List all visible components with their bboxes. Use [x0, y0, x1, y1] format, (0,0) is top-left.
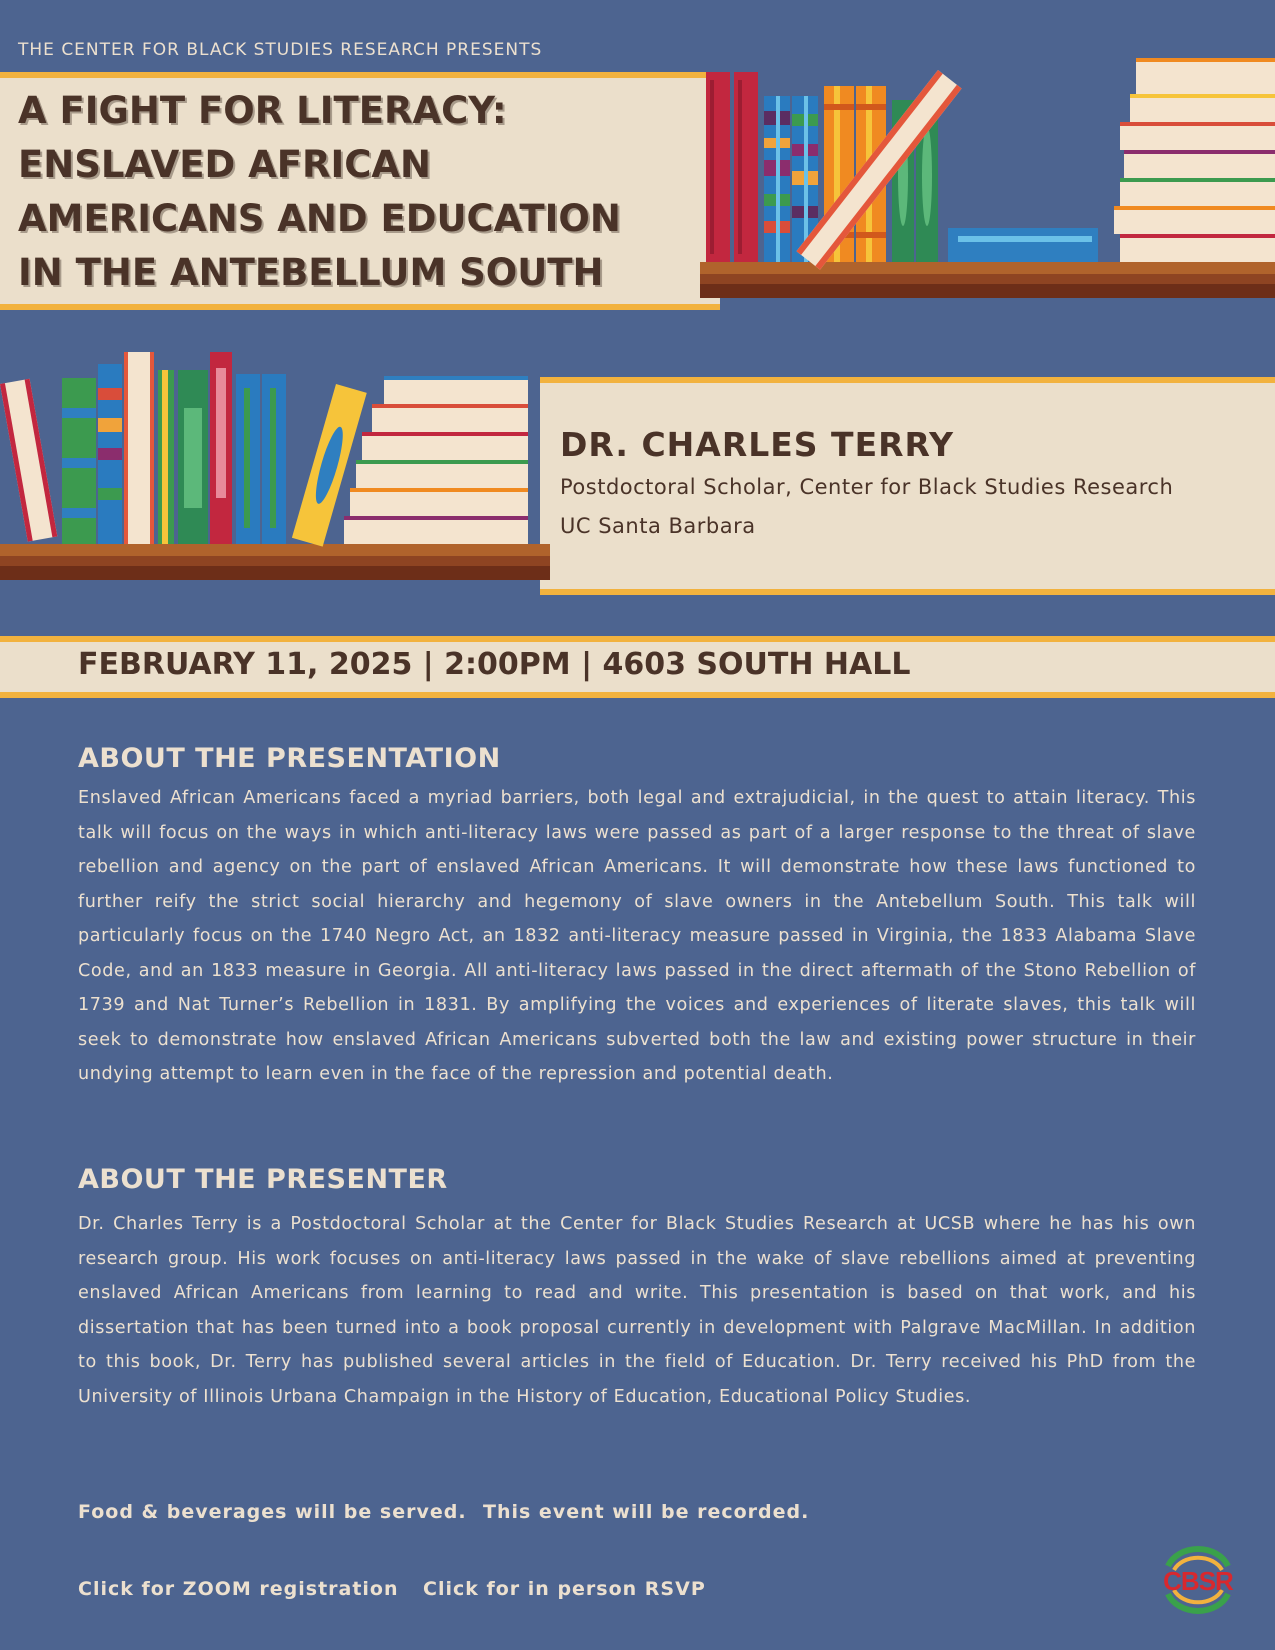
- cbsr-logo: [1150, 1536, 1246, 1620]
- bookshelf-illustration-left: [0, 348, 552, 593]
- rsvp-link[interactable]: Click for in person RSVP: [423, 1578, 706, 1600]
- presenter-heading: ABOUT THE PRESENTER: [78, 1164, 448, 1195]
- presentation-heading: ABOUT THE PRESENTATION: [78, 743, 501, 774]
- bookshelf-illustration-top: [700, 56, 1275, 306]
- title-line-2: ENSLAVED AFRICAN: [18, 143, 432, 186]
- title-line-4: IN THE ANTEBELLUM SOUTH: [18, 251, 604, 294]
- logo-text: CBSR: [1163, 1566, 1233, 1596]
- title-line-3: AMERICANS AND EDUCATION: [18, 197, 621, 240]
- speaker-institution: UC Santa Barbara: [560, 514, 756, 538]
- speaker-name: DR. CHARLES TERRY: [560, 425, 955, 464]
- presentation-body: Enslaved African Americans faced a myriad barriers, both legal and extrajudicial, in the quest to attain literacy. This talk will focus on the ways in which anti-literacy laws were passed as part of a larger response to the threat of slave rebellion and agency on the part of enslaved African Americans. It will demonstrate how these laws functioned to further reify the strict social hierarchy and hegemony of slave owners in the Antebellum South. This talk will particularly focus on the 1740 Negro Act, an 1832 anti-literacy measure passed in Virginia, the 1833 Alabama Slave Code, and an 1833 measure in Georgia. All anti-literacy laws passed in the direct aftermath of the Stono Rebellion of 1739 and Nat Turner’s Rebellion in 1831. By amplifying the voices and experiences of literate slaves, this talk will seek to demonstrate how enslaved African Americans subverted both the law and existing power structure in their undying attempt to learn even in the face of the repression and potential death.: [78, 788, 1196, 1084]
- recorded-note: This event will be recorded.: [483, 1501, 810, 1523]
- food-note: Food & beverages will be served.: [78, 1501, 467, 1523]
- zoom-registration-link[interactable]: Click for ZOOM registration: [78, 1578, 399, 1600]
- event-title: [18, 84, 718, 300]
- presenter-body: Dr. Charles Terry is a Postdoctoral Scholar at the Center for Black Studies Research at UCSB where he has his own research group. His work focuses on anti-literacy laws passed in the wake of slave rebellions aimed at preventing enslaved African Americans from learning to read and write. This presentation is based on that work, and his dissertation that has been turned into a book proposal currently in development with Palgrave MacMillan. In addition to this book, Dr. Terry has published several articles in the field of Education. Dr. Terry received his PhD from the University of Illinois Urbana Champaign in the History of Education, Educational Policy Studies.: [78, 1214, 1196, 1407]
- event-details: FEBRUARY 11, 2025 | 2:00PM | 4603 SOUTH HALL: [78, 647, 911, 682]
- title-line-1: A FIGHT FOR LITERACY:: [18, 89, 507, 132]
- speaker-role: Postdoctoral Scholar, Center for Black Studies Research: [560, 475, 1174, 499]
- presenter-org-line: THE CENTER FOR BLACK STUDIES RESEARCH PRESENTS: [18, 40, 543, 60]
